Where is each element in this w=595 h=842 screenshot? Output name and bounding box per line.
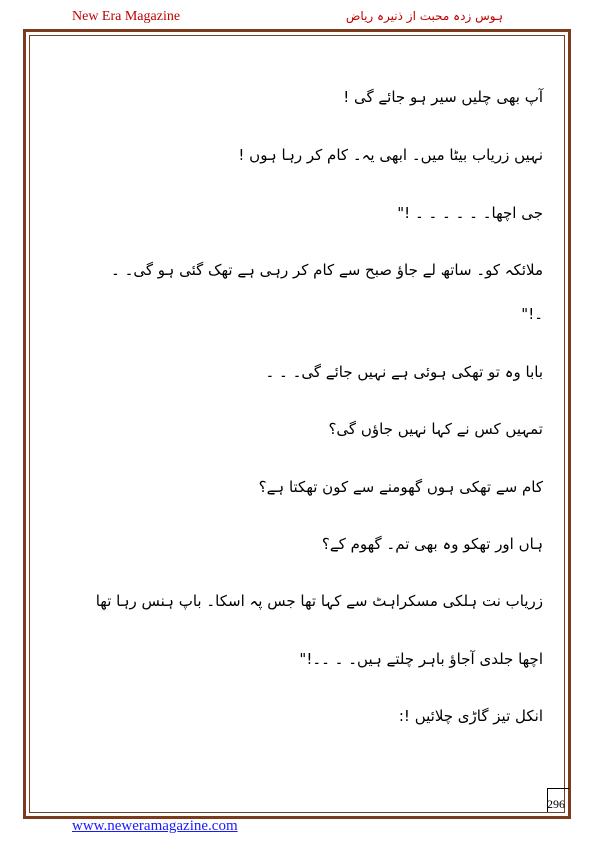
text-line: ۔!" (521, 305, 543, 323)
text-line: اچھا جلدی آجاؤ باہر چلتے ہیں۔ ۔ ۔۔!" (299, 650, 543, 668)
text-line: ہاں اور تھکو وہ بھی تم۔ گھوم کے؟ (321, 535, 543, 553)
text-line: زریاب نت ہلکی مسکراہٹ سے کہا تھا جس پہ اسکا۔ باپ ہنس رہا تھا (95, 592, 543, 610)
text-line: کام سے تھکی ہوں گھومنے سے کون تھکتا ہے؟ (258, 478, 543, 496)
header-magazine-name: New Era Magazine (72, 9, 181, 24)
text-line: نہیں زریاب بیٹا میں۔ ابھی یہ۔ کام کر رہا ہوں ! (238, 146, 543, 164)
text-line: آپ بھی چلیں سیر ہو جائے گی ! (343, 88, 543, 106)
footer-website-link[interactable]: www.neweramagazine.com (72, 818, 238, 834)
text-line: جی اچھا۔ ۔ ۔ ۔ ۔ ۔ !" (397, 204, 543, 222)
text-line: انکل تیز گاڑی چلائیں !: (398, 707, 543, 725)
text-line: بابا وہ تو تھکی ہوئی ہے نہیں جائے گی۔ ۔ ۔ (265, 363, 543, 381)
text-line: ملائکہ کو۔ ساتھ لے جاؤ صبح سے کام کر رہی ہے تھک گئی ہو گی۔ ۔ (111, 261, 543, 279)
text-line: تمہیں کس نے کہا نہیں جاؤں گی؟ (328, 420, 543, 438)
page-number: 296 (547, 797, 565, 811)
header-story-title: ہوس زدہ محبت از ذنیرہ ریاض (345, 9, 503, 23)
